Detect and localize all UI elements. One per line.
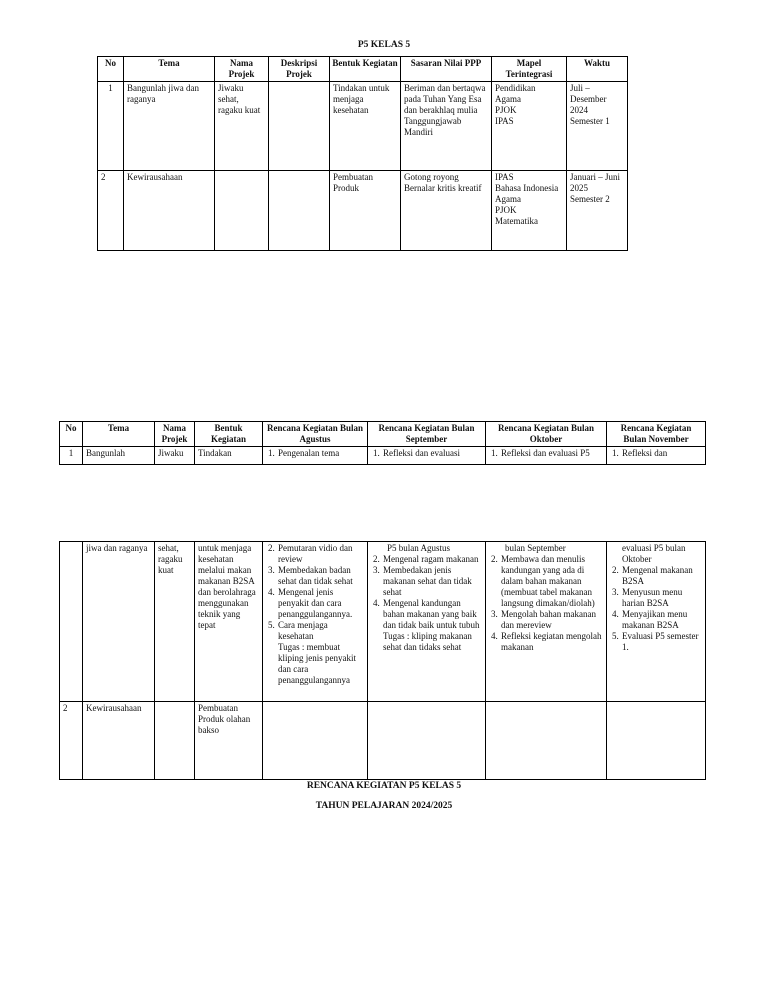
mapel-item: Pendidikan Agama	[495, 83, 536, 104]
header-cell: Waktu	[567, 57, 628, 82]
november-cell	[607, 702, 706, 780]
list-item: 1. Refleksi dan evaluasi P5	[500, 448, 603, 459]
sasaran-cell	[401, 171, 492, 251]
list-item: 2. Mengenal ragam makanan	[382, 554, 482, 565]
september-cell	[368, 542, 486, 702]
agustus-cell	[263, 702, 368, 780]
waktu-cell	[567, 82, 628, 171]
september-cell	[368, 702, 486, 780]
list-item: 3. Mengolah bahan makanan dan mereview	[500, 609, 603, 631]
row-number: 2	[60, 702, 83, 780]
deskripsi-cell	[269, 171, 330, 251]
list-item: 1. Refleksi dan evaluasi	[382, 448, 482, 459]
header-cell: Deskripsi Projek	[269, 57, 330, 82]
oktober-cell	[486, 542, 607, 702]
monthly-plan-table-continued	[59, 541, 706, 780]
header-cell: Nama Projek	[155, 422, 195, 447]
list-item-text: Cara menjaga kesehatan	[278, 619, 328, 641]
monthly-plan-table-head	[59, 421, 706, 465]
continued-text: evaluasi P5 bulan Oktober	[622, 543, 686, 564]
tema-cell: Bangunlah	[83, 446, 155, 464]
mapel-item: Agama	[495, 193, 521, 204]
nama-projek-cell: Jiwaku sehat, ragaku kuat	[215, 82, 269, 171]
list-item: 2. Mengenal makanan B2SA	[621, 565, 702, 587]
november-cell	[607, 542, 706, 702]
list-item: 4. Menyajikan menu makanan B2SA	[621, 609, 702, 631]
header-cell: Sasaran Nilai PPP	[401, 57, 492, 82]
sasaran-cell: Beriman dan bertaqwa pada Tuhan Yang Esa dan berakhlaq mulia Tanggungjawab Mandiri	[401, 82, 492, 171]
list-item: 1. Pengenalan tema	[277, 448, 364, 459]
page-title: P5 KELAS 5	[357, 40, 411, 50]
footer-subtitle: TAHUN PELAJARAN 2024/2025	[315, 801, 453, 811]
table-header-row	[60, 422, 706, 447]
agustus-cell	[263, 542, 368, 702]
mapel-item: PJOK	[495, 104, 517, 115]
bentuk-kegiatan-cell: Tindakan untuk menjaga kesehatan	[330, 82, 401, 171]
header-cell: Bentuk Kegiatan	[330, 57, 401, 82]
table-row	[60, 446, 706, 464]
table-row	[60, 702, 706, 780]
header-cell: Mapel Terintegrasi	[492, 57, 567, 82]
tema-cell: Bangunlah jiwa dan raganya	[124, 82, 215, 171]
mapel-item: Matematika	[495, 215, 538, 226]
waktu-period: Januari – Juni 2025	[570, 172, 620, 193]
list-item: 1. Refleksi dan	[621, 448, 702, 459]
header-cell: Tema	[83, 422, 155, 447]
list-item: 3. Menyusun menu harian B2SA	[621, 587, 702, 609]
table-row	[60, 542, 706, 702]
waktu-cell	[567, 171, 628, 251]
tugas-text: Tugas : kliping makanan sehat dan tidaks sehat	[383, 630, 472, 652]
bentuk-kegiatan-cell: untuk menjaga kesehatan melalui makan makanan B2SA dan berolahraga menggunakan teknik yang tepat	[195, 542, 263, 702]
row-number: 1	[98, 82, 124, 171]
footer-title: RENCANA KEGIATAN P5 KELAS 5	[306, 781, 462, 791]
header-cell: Nama Projek	[215, 57, 269, 82]
list-item: 4. Mengenal jenis penyakit dan cara penanggulangannya.	[277, 587, 364, 620]
sasaran-item: Gotong royong	[404, 172, 459, 182]
agustus-cell	[263, 446, 368, 464]
p5-project-table	[97, 56, 628, 251]
tema-cell: jiwa dan raganya	[83, 542, 155, 702]
mapel-item: IPAS	[495, 115, 514, 126]
nama-projek-cell	[215, 171, 269, 251]
list-item: 3. Membedakan jenis makanan sehat dan tidak sehat	[382, 565, 482, 598]
mapel-item: PJOK	[495, 204, 517, 215]
mapel-cell	[492, 171, 567, 251]
mapel-item: Bahasa Indonesia	[495, 182, 559, 193]
sasaran-item: Bernalar kritis kreatif	[404, 182, 482, 193]
list-item	[382, 598, 482, 653]
bentuk-kegiatan-cell: Pembuatan Produk olahan bakso	[195, 702, 263, 780]
tema-cell: Kewirausahaan	[124, 171, 215, 251]
list-item	[277, 620, 364, 686]
table-row	[98, 82, 628, 171]
header-cell: Rencana Kegiatan Bulan November	[607, 422, 706, 447]
nama-projek-cell: sehat, ragaku kuat	[155, 542, 195, 702]
list-item: 2. Pemutaran vidio dan review	[277, 543, 364, 565]
waktu-period: Juli – Desember 2024	[570, 83, 607, 115]
tugas-text: Tugas : membuat kliping jenis penyakit dan cara penanggulangannya	[278, 641, 356, 685]
header-cell: Tema	[124, 57, 215, 82]
header-cell: No	[60, 422, 83, 447]
mapel-item: IPAS	[495, 172, 514, 182]
header-cell: Rencana Kegiatan Bulan September	[368, 422, 486, 447]
list-item: 2. Membawa dan menulis kandungan yang ada di dalam bahan makanan (membuat tabel makanan langsung dimakan/diolah)	[500, 554, 603, 609]
september-cell	[368, 446, 486, 464]
header-cell: Rencana Kegiatan Bulan Agustus	[263, 422, 368, 447]
list-item: 5. Evaluasi P5 semester 1.	[621, 631, 702, 653]
oktober-cell	[486, 446, 607, 464]
row-number: 1	[60, 446, 83, 464]
header-cell: Rencana Kegiatan Bulan Oktober	[486, 422, 607, 447]
oktober-cell	[486, 702, 607, 780]
table-header-row	[98, 57, 628, 82]
bentuk-kegiatan-cell: Pembuatan Produk	[330, 171, 401, 251]
header-cell: No	[98, 57, 124, 82]
header-cell: Bentuk Kegiatan	[195, 422, 263, 447]
row-number	[60, 542, 83, 702]
bentuk-kegiatan-cell: Tindakan	[195, 446, 263, 464]
tema-cell: Kewirausahaan	[83, 702, 155, 780]
list-item-text: Mengenal kandungan bahan makanan yang baik dan tidak baik untuk tubuh	[383, 597, 480, 630]
table-row	[98, 171, 628, 251]
nama-projek-cell	[155, 702, 195, 780]
waktu-semester: Semester 1	[570, 115, 610, 126]
continued-text: bulan September	[505, 543, 566, 553]
list-item: 3. Membedakan badan sehat dan tidak sehat	[277, 565, 364, 587]
list-item: 4. Refleksi kegiatan mengolah makanan	[500, 631, 603, 653]
deskripsi-cell	[269, 82, 330, 171]
nama-projek-cell: Jiwaku	[155, 446, 195, 464]
continued-text: P5 bulan Agustus	[387, 543, 451, 553]
row-number: 2	[98, 171, 124, 251]
november-cell	[607, 446, 706, 464]
mapel-cell	[492, 82, 567, 171]
waktu-semester: Semester 2	[570, 193, 610, 204]
